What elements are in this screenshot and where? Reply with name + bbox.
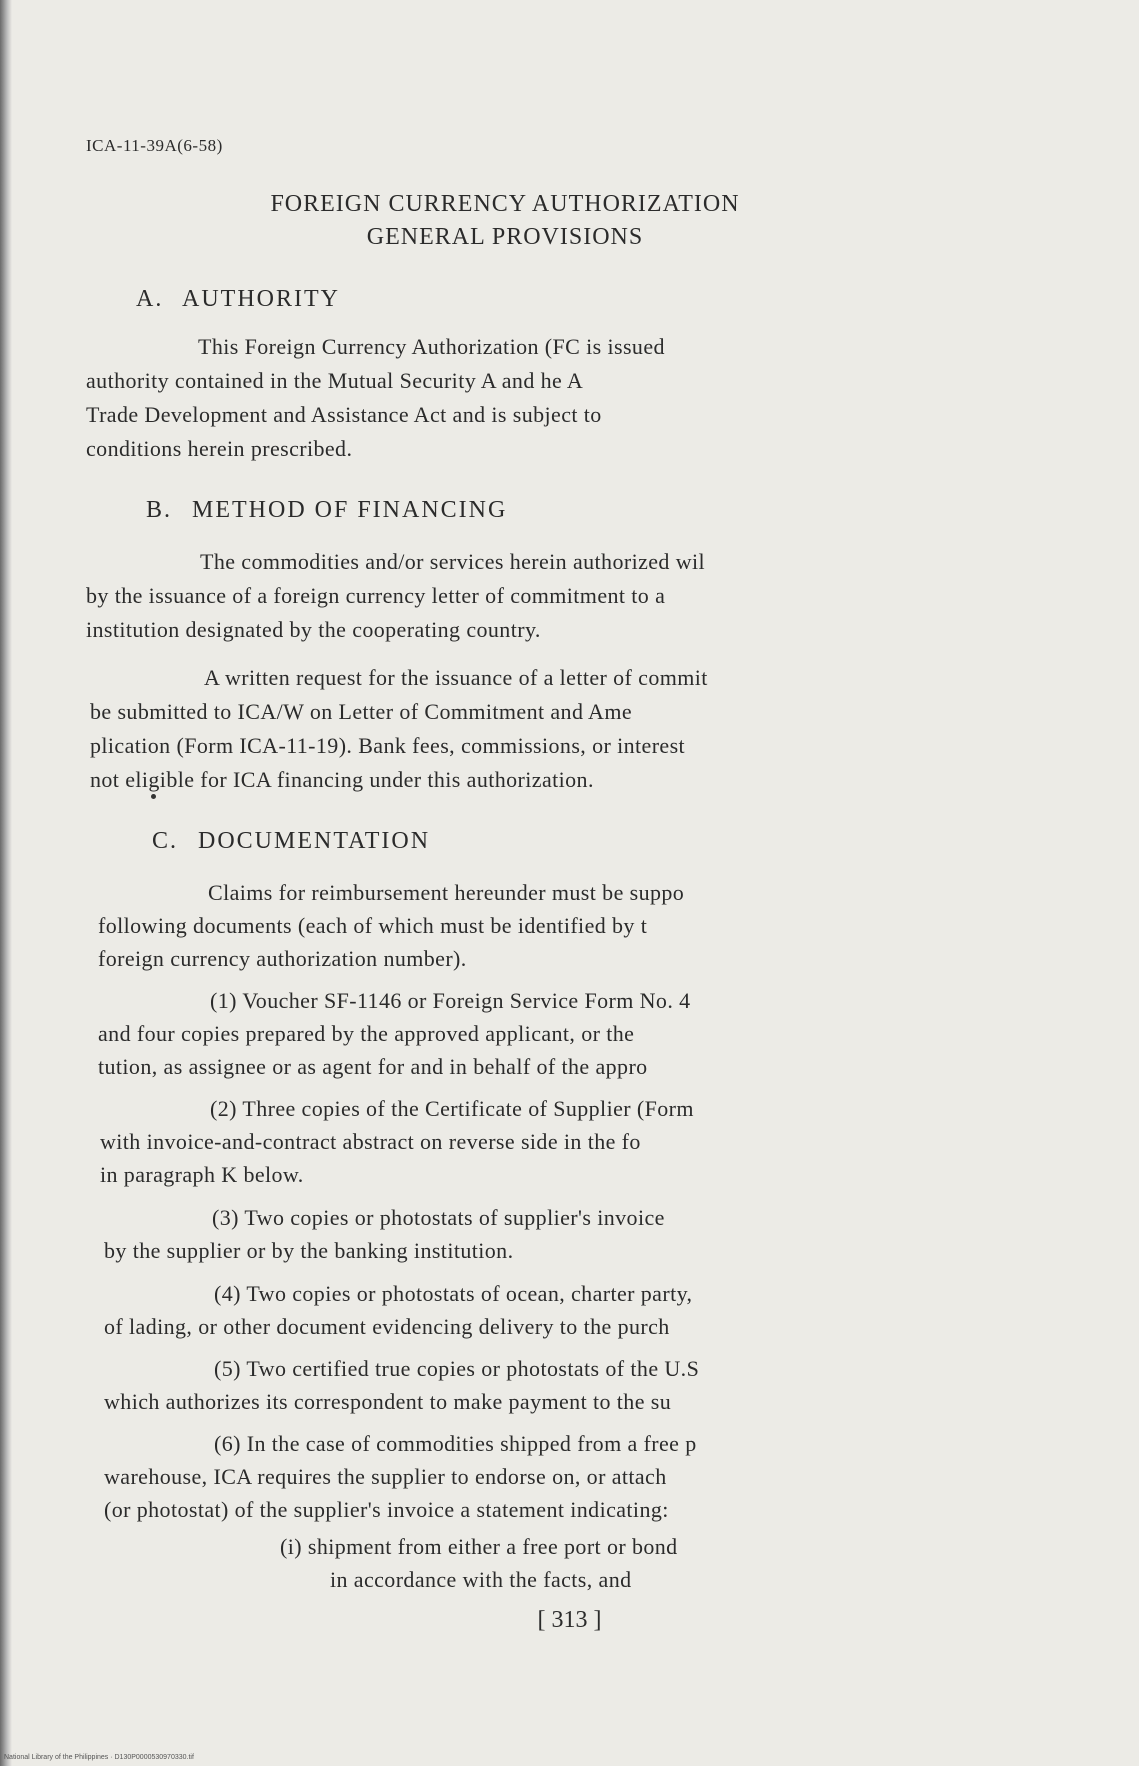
text-line: (4) Two copies or photostats of ocean, charter party,: [214, 1281, 693, 1306]
text-line: The commodities and/or services herein authorized wil: [200, 549, 706, 574]
text-line: with invoice-and-contract abstract on reverse side in the fo: [100, 1129, 641, 1154]
document-subtitle: GENERAL PROVISIONS: [366, 224, 644, 250]
section-letter: A.: [136, 286, 164, 312]
section-letter: C.: [152, 828, 179, 854]
ink-speck: [151, 794, 156, 799]
scan-footer: National Library of the Philippines · D130P0000530970330.tif: [4, 1754, 194, 1761]
text-line: A written request for the issuance of a letter of commit: [204, 665, 708, 690]
text-line: This Foreign Currency Authorization (FC is issued: [198, 334, 665, 359]
text-line: foreign currency authorization number).: [98, 946, 467, 971]
form-code: ICA-11-39A(6-58): [86, 136, 223, 155]
text-line: be submitted to ICA/W on Letter of Commitment and Ame: [90, 699, 632, 724]
text-line: tution, as assignee or as agent for and in behalf of the appro: [98, 1054, 648, 1079]
page-number: [ 313 ]: [537, 1607, 602, 1633]
text-line: (1) Voucher SF-1146 or Foreign Service Form No. 4: [210, 988, 691, 1013]
text-line: (i) shipment from either a free port or bond: [280, 1534, 678, 1559]
section-title: AUTHORITY: [182, 286, 340, 312]
text-line: (2) Three copies of the Certificate of Supplier (Form: [210, 1096, 694, 1121]
text-line: by the issuance of a foreign currency letter of commitment to a: [86, 583, 666, 608]
section-title: METHOD OF FINANCING: [192, 497, 508, 523]
section-c-heading: [152, 828, 430, 855]
text-line: following documents (each of which must be identified by t: [98, 913, 648, 938]
section-letter: B.: [146, 497, 173, 523]
text-line: of lading, or other document evidencing delivery to the purch: [104, 1314, 670, 1339]
page-binding-edge: [0, 0, 12, 1766]
text-line: conditions herein prescribed.: [86, 436, 353, 461]
section-title: DOCUMENTATION: [198, 828, 431, 854]
text-line: Trade Development and Assistance Act and is subject to: [86, 402, 602, 427]
text-line: warehouse, ICA requires the supplier to endorse on, or attach: [104, 1464, 667, 1489]
text-line: (5) Two certified true copies or photostats of the U.S: [214, 1356, 700, 1381]
text-line: by the supplier or by the banking institution.: [104, 1238, 514, 1263]
document-title: FOREIGN CURRENCY AUTHORIZATION: [270, 191, 740, 217]
text-line: not eligible for ICA financing under this authorization.: [90, 767, 594, 792]
text-line: (3) Two copies or photostats of supplier's invoice: [212, 1205, 665, 1230]
text-line: in paragraph K below.: [100, 1162, 304, 1187]
text-line: Claims for reimbursement hereunder must be suppo: [208, 880, 685, 905]
text-line: and four copies prepared by the approved applicant, or the: [98, 1021, 635, 1046]
text-line: authority contained in the Mutual Security A and he A: [86, 368, 584, 393]
text-line: institution designated by the cooperating country.: [86, 617, 541, 642]
text-line: plication (Form ICA-11-19). Bank fees, commissions, or interest: [90, 733, 686, 758]
section-a-heading: [136, 286, 340, 313]
section-b-heading: [146, 497, 507, 524]
text-line: in accordance with the facts, and: [330, 1567, 632, 1592]
text-line: which authorizes its correspondent to make payment to the su: [104, 1389, 672, 1414]
text-line: (6) In the case of commodities shipped from a free p: [214, 1431, 697, 1456]
text-line: (or photostat) of the supplier's invoice a statement indicating:: [104, 1497, 669, 1522]
